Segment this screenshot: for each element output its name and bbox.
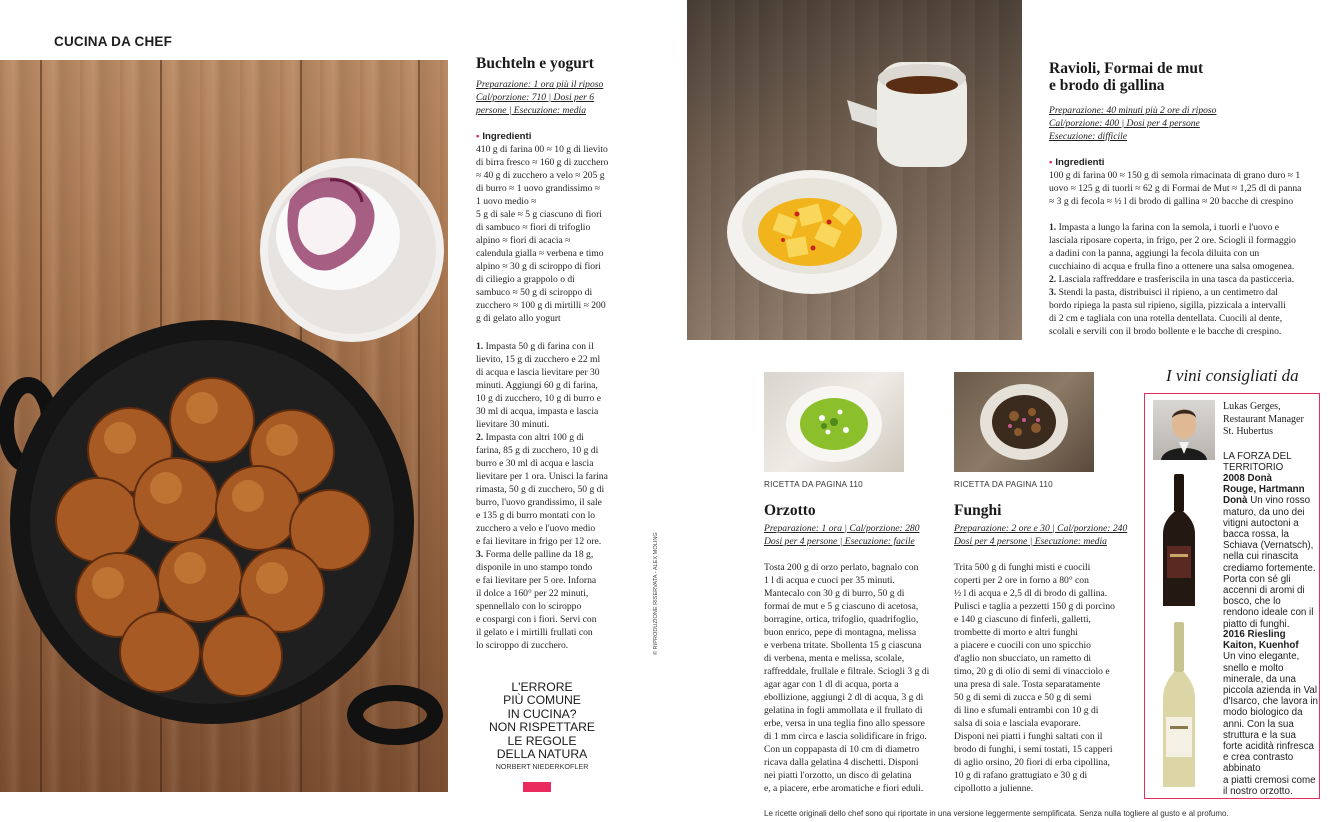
recipe-title: Orzotto [764,502,816,519]
photo-credit: © RIPRODUZIONE RISERVATA - ALEX MOLING [653,532,659,655]
avatar [1153,400,1215,460]
recipe-title: Funghi [954,502,1002,519]
recipe-meta: Preparazione: 1 ora più il riposo Cal/porzione: 710 | Dosi per 6 persone | Esecuzione: media [476,79,604,116]
funghi-photo [954,372,1094,472]
funghi-illustration [954,372,1094,472]
wine-box [1144,393,1320,799]
section-tag: CUCINA DA CHEF [54,34,173,49]
recipe-body: Tosta 200 g di orzo perlato, bagnalo con 1 l di acqua e cuoci per 35 minuti. Mantecalo con 30 g di burro, 50 g di formai de mut e 5 g ciascuno di acetosa, borragine, ortica, trifoglio, quadrifoglio, buon enrico, pepe di montagna, melissa e verbena tritate. Sbollenta 15 g ciascuna di verbena, menta e melissa, scolale, raffreddale, frullale e filtrale. Sciogli 3 g di agar agar con 1 dl di acqua, porta a ebollizione, aggiungi 2 dl di acqua, 3 g di gelatina in fogli ammollata e il frullato di erbe, versa in una teglia fino allo spessore di 1 mm circa e lascia solidificare in frigo. Con un coppapasta di 10 cm di diametro ricava dalla gelatina 4 dischetti. Disponi nei piatti l'orzotto, un disco di gelatina e, a piacere, erbe aromatiche e fiori eduli. [764,562,930,794]
sommelier-name: Lukas Gerges, Restaurant Manager St. Hubertus [1223,401,1304,437]
ravioli-photo [687,0,1022,340]
recipe-steps: 1. Impasta 50 g di farina con il lievito, 15 g di zucchero e 22 ml di acqua e lascia lievitare per 30 minuti. Aggiungi 60 g di farina, 10 g di zucchero, 10 g di burro e 30 ml di acqua, impasta e lascia lievitare 30 minuti. 2. Impasta con altri 100 g di farina, 85 g di zucchero, 10 g di burro e 30 ml di acqua e lascia lievitare per 1 ora. Unisci la farina rimasta, 50 g di zucchero, 50 g di burro, l'uovo grandissimo, il sale e 135 g di burro montati con lo zucchero a velo e l'uovo medio e fai lievitare in frigo per 12 ore. 3. Forma delle palline da 18 g, disponile in uno stampo tondo e fai lievitare per 5 ore. Inforna il dolce a 160° per 22 minuti, spennellalo con lo sciroppo e cospargi con i fiori. Servi con il gelato e i mirtilli frullati con lo sciroppo di zucchero. [476,341,608,651]
footer-note: Le ricette originali dello chef sono qui riportate in una versione leggermente semplificata. Senza nulla togliere al gusto e al profumo. [764,809,1229,818]
buchteln-photo [0,60,448,792]
recipe-title: Buchteln e yogurt [476,55,594,72]
accent-block [523,782,551,792]
buchteln-illustration [0,60,448,792]
ingredients-heading: • Ingredienti [1049,157,1105,168]
wine-section-title: LA FORZA DEL TERRITORIO [1223,451,1292,474]
quote-author: NORBERT NIEDERKOFLER [495,762,589,771]
pull-quote: L'ERRORE PIÙ COMUNE IN CUCINA? NON RISPETTARE LE REGOLE DELLA NATURA [488,680,596,762]
recipe-reference: RICETTA DA PAGINA 110 [954,480,1053,489]
recipe-meta: Preparazione: 2 ore e 30 | Cal/porzione: 240 Dosi per 4 persone | Esecuzione: media [954,523,1128,547]
ingredients-list: 100 g di farina 00 ≈ 150 g di semola rimacinata di grano duro ≈ 1 uovo ≈ 125 g di tuorli ≈ 62 g di Formai de Mut ≈ 1,25 dl di panna ≈ 3 g di fecola ≈ ½ l di brodo di gallina ≈ 20 bacche di crespino [1049,170,1302,207]
wine-heading: I vini consigliati da [1166,366,1299,385]
recipe-meta: Preparazione: 40 minuti più 2 ore di riposo Cal/porzione: 400 | Dosi per 4 persone Esecuzione: difficile [1049,105,1217,142]
recipe-title: Ravioli, Formai de mut e brodo di gallina [1049,60,1204,94]
ingredients-list: 410 g di farina 00 ≈ 10 g di lievito di birra fresco ≈ 160 g di zucchero ≈ 40 g di zucchero a velo ≈ 205 g di burro ≈ 1 uovo grandissimo ≈ 1 uovo medio ≈ 5 g di sale ≈ 5 g ciascuno di fiori di sambuco ≈ fiori di trifoglio alpino ≈ fiori di acacia ≈ calendula gialla ≈ verbena e timo alpino ≈ 30 g di sciroppo di fiori di ciliegio a grappolo o di sambuco ≈ 50 g di sciroppo di zucchero ≈ 100 g di mirtilli ≈ 200 g di gelato allo yogurt [476,144,609,324]
wine-1: 2008 Donà Rouge, Hartmann Donà Un vino rosso maturo, da uno dei vitigni autoctoni a bacca rossa, la Schiava (Vernatsch), nella cui rinascita crediamo fortemente. Porta con sé gli accenni di aromi di bosco, che lo rendono ideale con il piatto di funghi. [1223,473,1316,630]
ingredients-heading: • Ingredienti [476,131,532,142]
red-wine-bottle [1159,474,1199,609]
sommelier-portrait [1153,400,1215,460]
orzotto-illustration [764,372,904,472]
ravioli-illustration [687,0,1022,340]
wine-2: 2016 Riesling Kaiton, Kuenhof Un vino elegante, snello e molto minerale, da una piccola azienda in Val d'Isarco, che lavora in modo biologico da anni. Con la sua struttura e la sua forte acidità rinfresca e crea contrasto abbinato a piatti cremosi come il nostro orzotto. [1223,629,1318,797]
white-wine-bottle [1159,622,1199,790]
recipe-meta: Preparazione: 1 ora | Cal/porzione: 280 Dosi per 4 persone | Esecuzione: facile [764,523,920,547]
orzotto-photo [764,372,904,472]
recipe-reference: RICETTA DA PAGINA 110 [764,480,863,489]
recipe-steps: 1. Impasta a lungo la farina con la semola, i tuorli e l'uovo e lasciala riposare coperta, in frigo, per 2 ore. Sciogli il formaggio a dadini con la panna, aggiungi la fecola diluita con un cucchiaino di acqua e frulla fino a ottenere una salsa omogenea. 2. Lasciala raffreddare e trasferiscila in una tasca da pasticceria. 3. Stendi la pasta, distribuisci il ripieno, a un centimetro dal bordo ripiega la pasta sul ripieno, sigilla, pizzicala a intervalli di 2 cm e tagliala con una rotella dentellata. Cuocili al dente, scolali e servili con il brodo bollente e le bacche di crespino. [1049,222,1296,337]
recipe-body: Trita 500 g di funghi misti e cuocili coperti per 2 ore in forno a 80° con ½ l di acqua e 2,5 dl di brodo di gallina. Pulisci e taglia a pezzetti 150 g di porcino e 140 g ciascuno di finferli, galletti, trombette di morto e altri funghi a piacere e cuocili con uno spicchio d'aglio non sbucciato, un rametto di timo, 20 g di olio di semi di vinacciolo e una presa di sale. Tosta separatamente 50 g di semi di zucca e 50 g di semi di lino e sfumali entrambi con 10 g di salsa di soia e lasciala evaporare. Disponi nei piatti i funghi saltati con il brodo di funghi, i semi tostati, 15 capperi di aglio orsino, 20 fiori di erba cipollina, 10 g di rafano grattugiato e 30 g di cipollotto a julienne. [954,562,1115,794]
